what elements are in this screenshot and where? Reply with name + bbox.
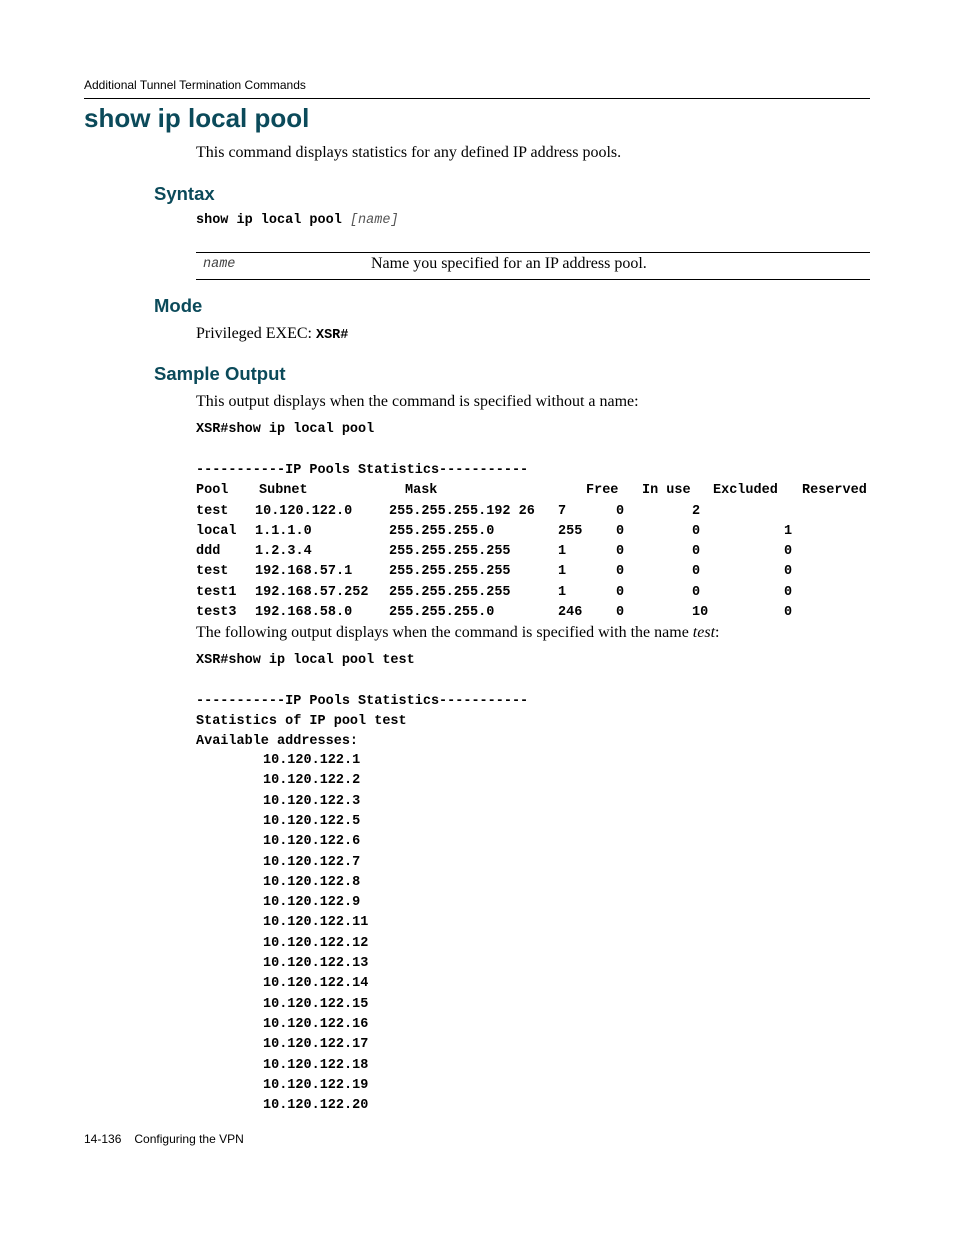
sample-intro-1: This output displays when the command is specified without a name: [196,393,639,410]
cell-in-use: 0 [616,585,625,600]
cell-mask: 255.255.255.0 [389,524,495,539]
cell-reserved: 0 [784,585,793,600]
stats-banner-2: -----------IP Pools Statistics----------- [196,694,529,709]
sample-intro-2-name: test [692,624,716,641]
cell-mask: 255.255.255.192 26 [389,504,535,519]
page-footer [84,1132,244,1146]
pool-stats-line: Statistics of IP pool test [196,714,407,729]
col-reserved: Reserved [802,483,867,498]
page-number: 14-136 [84,1132,122,1146]
address-item: 10.120.122.5 [263,813,361,829]
address-item: 10.120.122.1 [263,753,361,768]
cell-free: 7 [558,504,567,519]
col-free: Free [586,483,619,498]
mode-prompt: XSR# [315,328,349,343]
cell-in-use: 0 [616,564,625,579]
sample-intro-2 [196,624,719,642]
address-item: 10.120.122.7 [263,854,361,870]
cell-pool: test3 [196,605,237,620]
cell-pool: test1 [196,585,237,600]
syntax-command: show ip local pool [196,213,342,228]
address-item: 10.120.122.2 [263,773,361,789]
stats-banner-1: -----------IP Pools Statistics----------- [196,463,529,478]
address-item: 10.120.122.19 [263,1077,369,1093]
address-item: 10.120.122.20 [263,1098,369,1114]
cell-subnet: 192.168.57.1 [255,564,353,579]
cell-mask: 255.255.255.255 [389,585,511,600]
cell-free: 1 [558,585,567,600]
address-item: 10.120.122.15 [263,996,369,1012]
col-subnet: Subnet [259,483,308,498]
sample-intro-2-colon: : [715,624,720,641]
pool-table-body [196,504,870,626]
address-item: 10.120.122.9 [263,895,361,911]
cell-in-use: 0 [616,605,625,620]
address-item: 10.120.122.16 [263,1016,369,1032]
cell-in-use: 0 [616,544,625,559]
cell-reserved: 0 [784,544,793,559]
address-item: 10.120.122.14 [263,976,369,992]
cell-subnet: 1.1.1.0 [255,524,312,539]
mode-heading: Mode [154,295,203,316]
mode-text: Privileged EXEC: [196,325,316,342]
cell-excluded: 0 [692,544,701,559]
cell-mask: 255.255.255.255 [389,544,511,559]
syntax-heading: Syntax [154,183,215,204]
cell-free: 246 [558,605,583,620]
cell-excluded: 0 [692,585,701,600]
col-excluded: Excluded [713,483,778,498]
address-item: 10.120.122.12 [263,935,369,951]
cell-excluded: 0 [692,564,701,579]
mode-line [196,325,348,343]
syntax-arg: name [358,213,391,228]
address-item: 10.120.122.17 [263,1037,369,1053]
cell-mask: 255.255.255.255 [389,564,511,579]
page-title: show ip local pool [84,103,310,133]
syntax-close-bracket: ] [390,213,399,228]
cell-pool: local [196,524,237,539]
sample-intro-2-text: The following output displays when the command is specified with the name [196,624,693,641]
cell-free: 1 [558,564,567,579]
cell-mask: 255.255.255.0 [389,605,495,620]
syntax-line [196,213,399,228]
intro-text: This command displays statistics for any defined IP address pools. [196,144,622,161]
command-1: XSR#show ip local pool [196,422,375,437]
cell-subnet: 192.168.57.252 [255,585,369,600]
parameter-table [196,252,870,280]
cell-pool: test [196,564,229,579]
address-item: 10.120.122.8 [263,874,361,890]
col-mask: Mask [405,483,438,498]
cell-reserved: 1 [784,524,793,539]
cell-free: 1 [558,544,567,559]
cell-excluded: 10 [692,605,709,620]
chapter-title: Configuring the VPN [134,1132,244,1146]
cell-excluded: 2 [692,504,701,519]
address-list [263,753,463,1119]
address-item: 10.120.122.18 [263,1057,369,1073]
address-item: 10.120.122.13 [263,956,369,971]
cell-in-use: 0 [616,504,625,519]
col-in-use: In use [642,483,691,498]
sample-output-heading: Sample Output [154,363,286,384]
param-name: name [203,257,236,272]
pool-table-header [196,483,870,503]
cell-in-use: 0 [616,524,625,539]
address-item: 10.120.122.3 [263,793,361,809]
cell-subnet: 192.168.58.0 [255,605,353,620]
cell-subnet: 10.120.122.0 [255,504,353,519]
address-item: 10.120.122.11 [263,915,369,931]
cell-reserved: 0 [784,564,793,579]
address-item: 10.120.122.6 [263,834,361,850]
cell-pool: test [196,504,229,519]
cell-excluded: 0 [692,524,701,539]
cell-pool: ddd [196,544,221,559]
header-rule [84,98,870,99]
available-addresses-label: Available addresses: [196,734,359,749]
cell-free: 255 [558,524,583,539]
col-pool: Pool [196,483,229,498]
cell-subnet: 1.2.3.4 [255,544,312,559]
command-2: XSR#show ip local pool test [196,653,415,668]
syntax-open-bracket: [ [349,213,359,228]
param-description: Name you specified for an IP address pool. [371,255,647,272]
running-header: Additional Tunnel Termination Commands [84,78,306,92]
cell-reserved: 0 [784,605,793,620]
